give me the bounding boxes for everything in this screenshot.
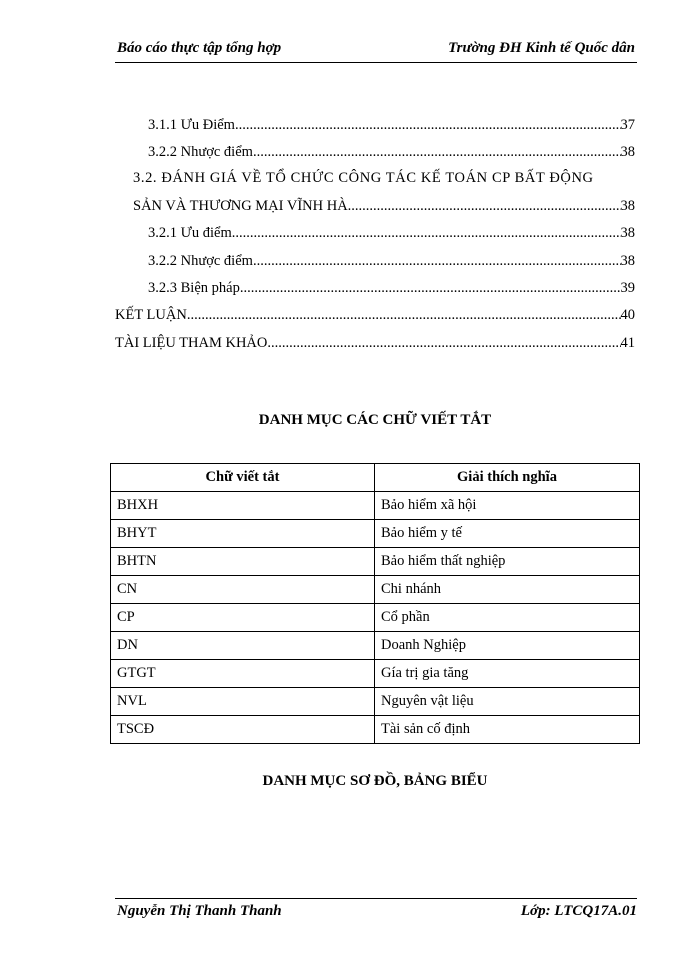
toc-entry-title: 3.2.2 Nhược điểm [148,144,253,160]
toc-entry-page: 38 [620,253,635,269]
toc-entry[interactable] [133,195,635,217]
abbreviation-cell: TSCĐ [111,716,375,744]
toc-entry-title: SẢN VÀ THƯƠNG MẠI VĨNH HÀ [133,198,348,214]
abbreviation-cell: CN [111,576,375,604]
toc-leader-dots [235,114,621,136]
meaning-cell: Cổ phần [375,604,640,632]
column-header-meaning: Giải thích nghĩa [375,464,640,492]
table-row [111,660,640,688]
abbreviation-cell: BHTN [111,548,375,576]
table-row [111,604,640,632]
toc-entry-page: 38 [620,225,635,241]
abbreviations-heading: DANH MỤC CÁC CHỮ VIẾT TẮT [258,412,492,428]
page-header [115,38,637,63]
abbreviation-cell: BHYT [111,520,375,548]
table-row [111,520,640,548]
toc-entry[interactable] [148,222,635,244]
toc-entry-title: KẾT LUẬN [115,307,187,323]
table-header-row [111,464,640,492]
page-footer [115,898,637,923]
toc-entry[interactable] [148,114,635,136]
toc-leader-dots [253,141,621,163]
meaning-cell: Chi nhánh [375,576,640,604]
meaning-cell: Tài sản cố định [375,716,640,744]
table-row [111,688,640,716]
table-row [111,632,640,660]
toc-entry[interactable] [115,332,635,354]
toc-entry[interactable] [148,141,635,163]
meaning-cell: Gía trị gia tăng [375,660,640,688]
table-row [111,548,640,576]
abbreviation-cell: NVL [111,688,375,716]
footer-author: Nguyễn Thị Thanh Thanh [117,903,282,919]
abbreviation-cell: CP [111,604,375,632]
toc-entry[interactable] [148,250,635,272]
abbreviations-table [110,463,640,744]
column-header-abbreviation: Chữ viết tắt [111,464,375,492]
header-university: Trường ĐH Kinh tế Quốc dân [448,40,635,56]
toc-entry-title-line1[interactable]: 3.2. ĐÁNH GIÁ VỀ TỔ CHỨC CÔNG TÁC KẾ TOÁN CP BẤT ĐỘNG [133,170,594,186]
meaning-cell: Bảo hiểm xã hội [375,492,640,520]
toc-leader-dots [187,304,621,326]
meaning-cell: Doanh Nghiệp [375,632,640,660]
toc-entry-page: 38 [620,144,635,160]
meaning-cell: Nguyên vật liệu [375,688,640,716]
meaning-cell: Bảo hiểm y tế [375,520,640,548]
toc-entry-title: 3.1.1 Ưu Điểm [148,117,235,133]
toc-entry-page: 39 [620,280,635,296]
toc-leader-dots [240,277,621,299]
table-row [111,716,640,744]
table-row [111,492,640,520]
toc-entry-page: 37 [620,117,635,133]
toc-entry-page: 40 [620,307,635,323]
table-row [111,576,640,604]
meaning-cell: Bảo hiểm thất nghiệp [375,548,640,576]
toc-entry-title: 3.2.2 Nhược điểm [148,253,253,269]
abbreviation-cell: GTGT [111,660,375,688]
diagrams-heading: DANH MỤC SƠ ĐỒ, BẢNG BIỂU [262,773,488,789]
toc-entry-page: 38 [620,198,635,214]
toc-entry[interactable] [148,277,635,299]
toc-leader-dots [232,222,621,244]
toc-leader-dots [348,195,621,217]
toc-entry-title: 3.2.1 Ưu điểm [148,225,232,241]
header-report-title: Báo cáo thực tập tổng hợp [117,40,282,56]
abbreviation-cell: BHXH [111,492,375,520]
toc-entry-title: 3.2.3 Biện pháp [148,280,240,296]
footer-class: Lớp: LTCQ17A.01 [520,903,637,919]
toc-leader-dots [267,332,620,354]
abbreviation-cell: DN [111,632,375,660]
toc-entry-page: 41 [620,335,635,351]
toc-leader-dots [253,250,621,272]
toc-entry-title: TÀI LIỆU THAM KHẢO [115,335,268,351]
toc-entry[interactable] [115,304,635,326]
